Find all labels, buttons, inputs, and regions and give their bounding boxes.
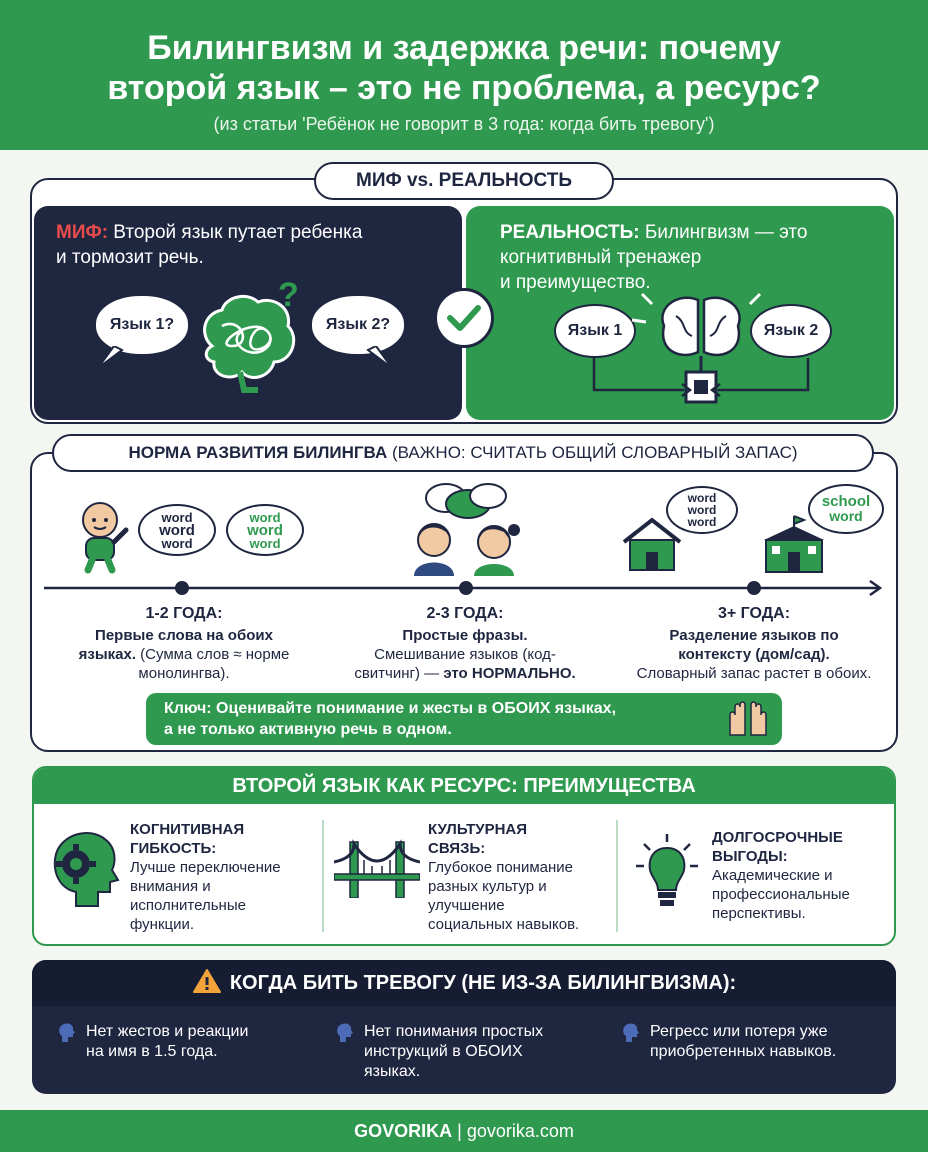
baby-icon <box>74 500 130 574</box>
advantage-line: перспективы. <box>712 905 806 922</box>
checkmark-icon <box>434 288 494 348</box>
advantage-line: Лучше переключение <box>130 859 281 876</box>
myth-text-line-1: Второй язык путает ребенка <box>108 222 363 243</box>
advantage-line: Глубокое понимание <box>428 859 574 876</box>
footer-separator: | <box>452 1121 467 1141</box>
page-subtitle: (из статьи 'Ребёнок не говорит в 3 года: когда бить тревогу') <box>213 114 715 134</box>
timeline-dot <box>747 581 761 595</box>
stage-1-2-years <box>64 604 304 683</box>
title-line-2: второй язык – это не проблема, а ресурс? <box>107 69 821 107</box>
advantage-title: ВЫГОДЫ: <box>712 848 788 865</box>
title-line-1: Билингвизм и задержка речи: почему <box>147 29 781 67</box>
bubble-word: word <box>687 503 717 517</box>
speaking-head-icon <box>58 1022 78 1042</box>
advantage-title: ГИБКОСТЬ: <box>130 840 217 857</box>
warning-item-1 <box>86 1022 316 1062</box>
myth-reality-label: МИФ vs. РЕАЛЬНОСТЬ <box>314 162 614 200</box>
norms-label-rest: (ВАЖНО: СЧИТАТЬ ОБЩИЙ СЛОВАРНЫЙ ЗАПАС) <box>387 443 798 462</box>
reality-text <box>500 220 807 295</box>
bubble-tail-icon <box>94 346 124 370</box>
advantage-title: КОГНИТИВНАЯ <box>130 821 245 838</box>
key-note <box>146 693 782 745</box>
warning-line: на имя в 1.5 года. <box>86 1043 218 1060</box>
stage-line-bold: языках. <box>78 646 136 663</box>
warning-line: приобретенных навыков. <box>650 1043 837 1060</box>
warning-item-3 <box>650 1022 890 1062</box>
advantages-title: ВТОРОЙ ЯЗЫК КАК РЕСУРС: ПРЕИМУЩЕСТВА <box>34 768 894 804</box>
myth-text <box>56 220 362 270</box>
key-note-line-1: Ключ: Оценивайте понимание и жесты в ОБОИХ языках, <box>164 700 617 717</box>
myth-prefix: МИФ: <box>56 222 109 243</box>
bubble-word: word <box>247 521 283 539</box>
word-bubble <box>226 504 304 556</box>
bubble-tail-icon <box>366 346 396 370</box>
warning-line: Нет понимания простых <box>364 1023 544 1040</box>
brain-chip-icon <box>586 286 819 414</box>
divider <box>322 820 324 932</box>
bubble-word: word <box>161 535 193 551</box>
reality-text-line-3: и преимущество. <box>500 272 651 293</box>
stage-line: Первые слова на обоих <box>95 627 273 644</box>
norms-label <box>52 434 874 472</box>
advantage-line: функции. <box>130 916 195 933</box>
bubble-word: school <box>821 493 871 510</box>
word-bubble <box>138 504 216 556</box>
bubble-word: word <box>687 515 717 529</box>
bridge-icon <box>334 838 420 898</box>
bubble-label: Язык 1 <box>567 322 623 339</box>
gear-head-icon <box>46 826 122 910</box>
question-mark-icon: ? <box>278 276 299 314</box>
bubble-label: Язык 2 <box>763 322 819 339</box>
footer-site-link[interactable]: govorika.com <box>466 1121 574 1141</box>
stage-line: Словарный запас растет в обоих. <box>636 665 872 682</box>
raised-hands-icon <box>726 701 770 737</box>
speaking-head-icon <box>336 1022 356 1042</box>
norms-label-bold: НОРМА РАЗВИТИЯ БИЛИНГВА <box>128 443 388 462</box>
advantage-line: внимания и <box>130 878 211 895</box>
advantage-title: СВЯЗЬ: <box>428 840 486 857</box>
stage-line: (Сумма слов ≈ норме <box>136 646 290 663</box>
bubble-word: word <box>249 535 281 551</box>
stage-line: Разделение языков по <box>669 627 839 644</box>
advantage-long-term <box>712 828 892 923</box>
myth-box <box>34 206 462 420</box>
footer <box>0 1110 928 1152</box>
warning-title-text: КОГДА БИТЬ ТРЕВОГУ (НЕ ИЗ-ЗА БИЛИНГВИЗМА): <box>229 972 737 994</box>
stage-3-plus-years <box>612 604 896 683</box>
timeline-axis <box>44 578 888 598</box>
bubble-word: word <box>829 508 863 524</box>
warning-line: языках. <box>364 1063 421 1080</box>
stage-line: монолингва). <box>138 665 230 682</box>
advantage-cognitive <box>130 820 316 934</box>
timeline-dot <box>175 581 189 595</box>
bubble-word: word <box>161 509 193 525</box>
advantage-title: КУЛЬТУРНАЯ <box>428 821 528 838</box>
reality-box <box>466 206 894 420</box>
key-note-line-2: а не только активную речь в одном. <box>164 721 452 738</box>
lightbulb-icon <box>636 832 698 912</box>
bubble-word: word <box>249 509 281 525</box>
warning-line: инструкций в ОБОИХ <box>364 1043 523 1060</box>
reality-text-line-1: Билингвизм — это <box>639 222 808 243</box>
myth-text-line-2: и тормозит речь. <box>56 247 204 268</box>
header <box>0 0 928 150</box>
stage-line: Простые фразы. <box>402 627 528 644</box>
advantage-line: Академические и <box>712 867 833 884</box>
advantage-line: исполнительные <box>130 897 246 914</box>
school-word-bubble <box>808 484 884 534</box>
footer-brand: GOVORIKA <box>354 1121 453 1141</box>
advantage-line: разных культур и <box>428 878 547 895</box>
advantage-line: улучшение <box>428 897 505 914</box>
stage-age: 1-2 ГОДА: <box>145 605 223 622</box>
stage-age: 3+ ГОДА: <box>717 605 791 622</box>
warning-line: Нет жестов и реакции <box>86 1023 249 1040</box>
advantage-line: социальных навыков. <box>428 916 580 933</box>
bubble-word: word <box>159 521 195 539</box>
advantage-cultural <box>428 820 612 934</box>
bubble-label: Язык 2? <box>325 316 391 333</box>
advantage-title: ДОЛГОСРОЧНЫЕ <box>712 829 843 846</box>
stage-line-bold: это НОРМАЛЬНО. <box>443 665 576 682</box>
bubble-word: word <box>687 491 717 505</box>
advantage-line: профессиональные <box>712 886 850 903</box>
reality-text-line-2: когнитивный тренажер <box>500 247 702 268</box>
stage-line: контексту (дом/сад). <box>678 646 830 663</box>
speaking-head-icon <box>622 1022 642 1042</box>
stage-2-3-years <box>340 604 590 683</box>
reality-prefix: РЕАЛЬНОСТЬ: <box>500 222 640 243</box>
stage-line: Смешивание языков (код- <box>374 646 556 663</box>
divider <box>616 820 618 932</box>
warning-triangle-icon <box>192 968 222 994</box>
stage-line: свитчинг) — <box>354 665 444 682</box>
warning-title <box>32 960 896 1006</box>
talking-kids-icon <box>404 480 528 576</box>
warning-item-2 <box>364 1022 604 1082</box>
timeline-dot <box>459 581 473 595</box>
word-bubble <box>666 486 738 534</box>
page-title <box>0 0 928 108</box>
bubble-label: Язык 1? <box>109 316 175 333</box>
stage-age: 2-3 ГОДА: <box>426 605 504 622</box>
warning-line: Регресс или потеря уже <box>650 1023 828 1040</box>
